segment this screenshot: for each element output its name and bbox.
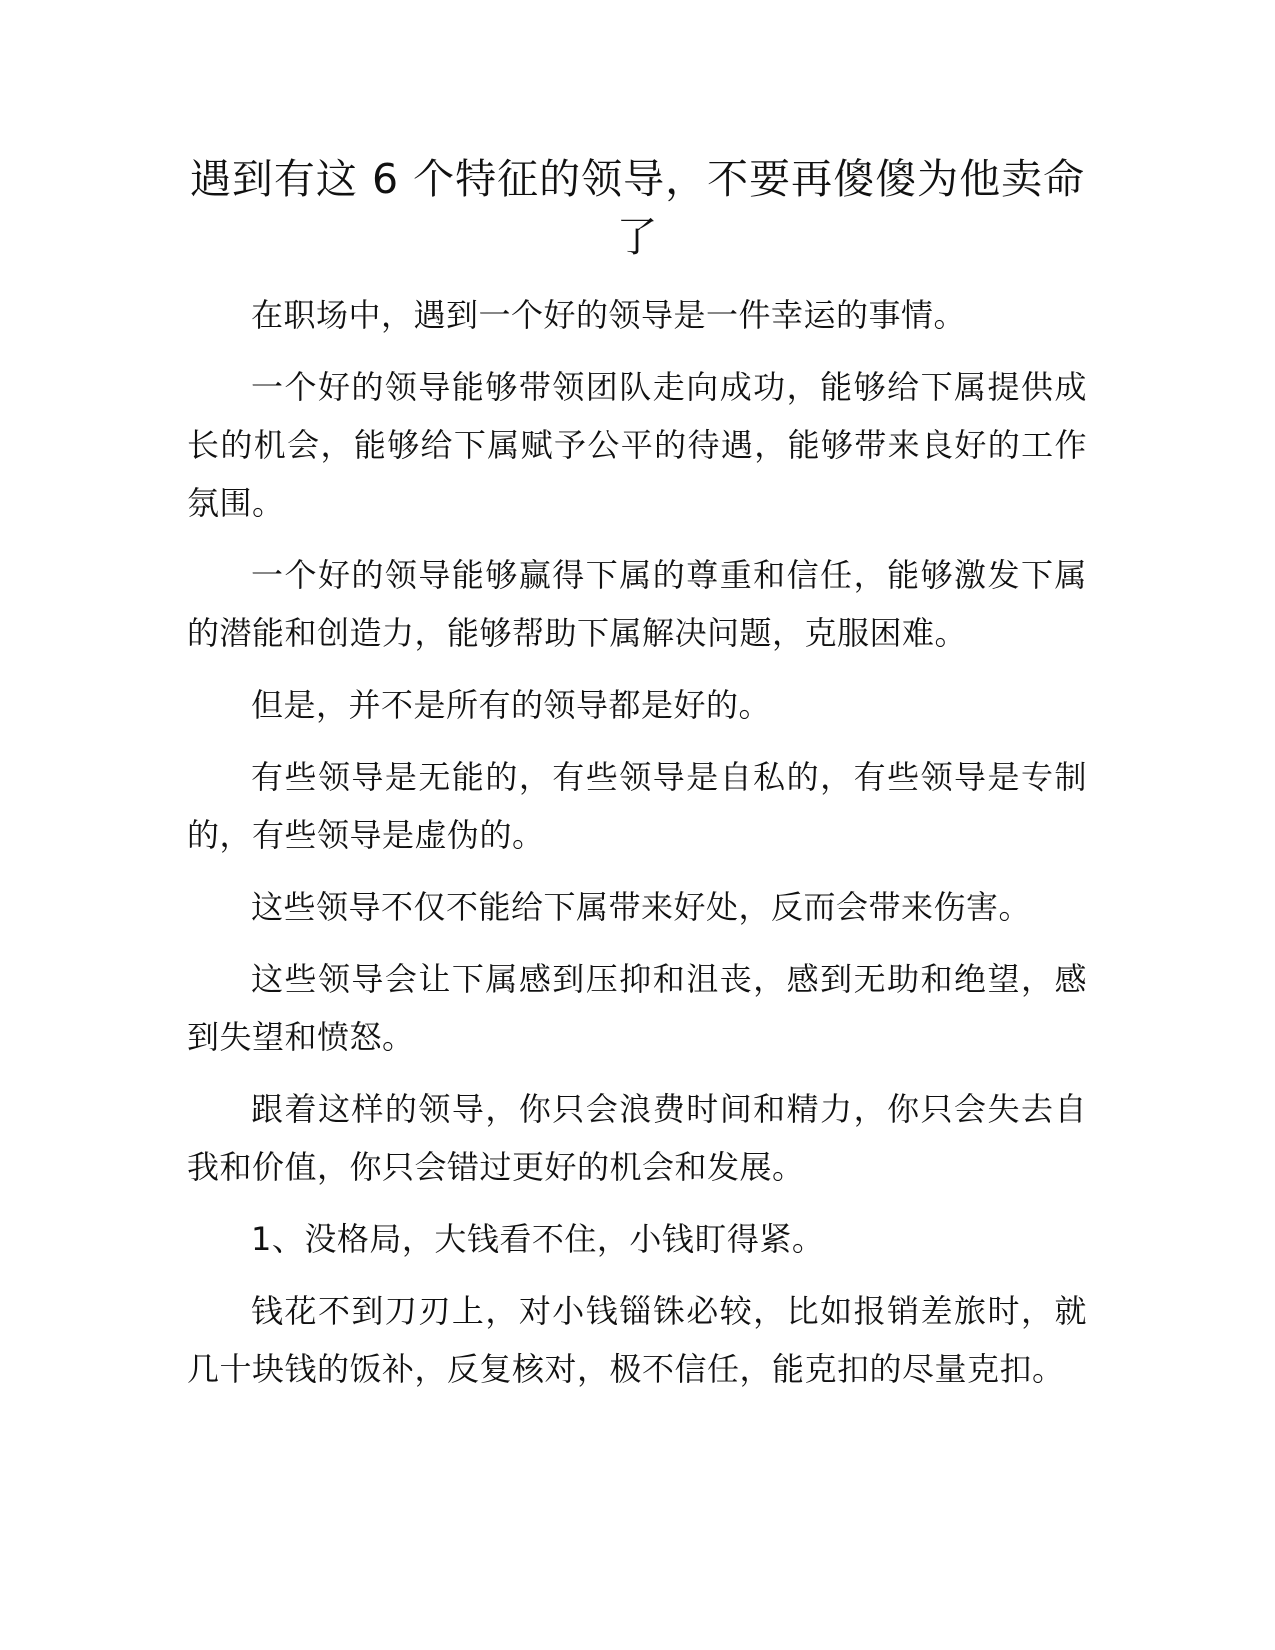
paragraph: 跟着这样的领导，你只会浪费时间和精力，你只会失去自我和价值，你只会错过更好的机会和发展。 [187,1090,1087,1186]
paragraph: 这些领导不仅不能给下属带来好处，反而会带来伤害。 [251,888,1032,926]
paragraph: 一个好的领导能够赢得下属的尊重和信任，能够激发下属的潜能和创造力，能够帮助下属解决问题，克服困难。 [187,556,1087,652]
paragraph: 但是，并不是所有的领导都是好的。 [251,686,772,724]
paragraph: 有些领导是无能的，有些领导是自私的，有些领导是专制的，有些领导是虚伪的。 [187,758,1087,854]
document-title: 遇到有这 6 个特征的领导，不要再傻傻为他卖命了 [189,155,1086,261]
paragraph: 一个好的领导能够带领团队走向成功，能够给下属提供成长的机会，能够给下属赋予公平的待遇，能够带来良好的工作氛围。 [187,368,1087,522]
paragraph: 这些领导会让下属感到压抑和沮丧，感到无助和绝望，感到失望和愤怒。 [187,960,1087,1056]
paragraph: 在职场中，遇到一个好的领导是一件幸运的事情。 [251,296,967,334]
document-body [187,286,1087,1412]
paragraph: 钱花不到刀刃上，对小钱锱铢必较，比如报销差旅时，就几十块钱的饭补，反复核对，极不信任，能克扣的尽量克扣。 [187,1292,1087,1388]
section-heading: 1、没格局，大钱看不住，小钱盯得紧。 [251,1220,825,1258]
